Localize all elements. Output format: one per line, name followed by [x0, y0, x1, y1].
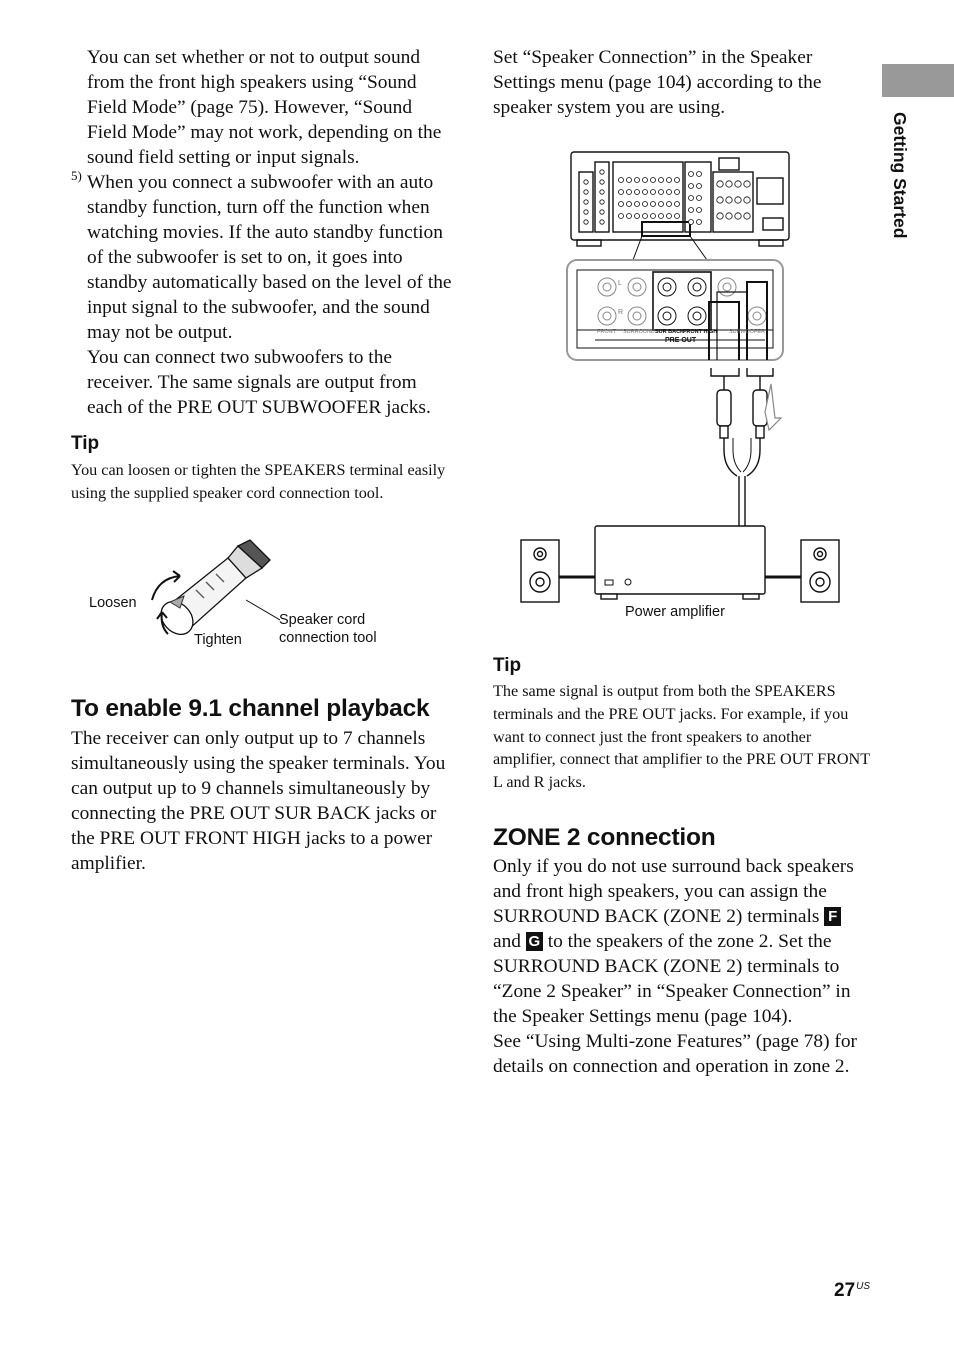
note-paragraph: You can set whether or not to output sound from the front high speakers using “Sound Field Mode” (page 75). However, “Sound Field Mode” may not work, depending on the sound field setting or input signals. — [87, 47, 442, 168]
ch-surround-label: SURROUND — [623, 329, 655, 335]
power-amplifier-label: Power amplifier — [625, 604, 725, 620]
zone2-text-a: Only if you do not use surround back speakers and front high speakers, you can assign the SURROUND BACK (ZONE 2) terminals — [493, 856, 854, 927]
connection-diagram — [515, 150, 845, 630]
tip-text-right: The same signal is output from both the SPEAKERS terminals and the PRE OUT jacks. For example, if you want to connect just the front speakers to another amplifier, connect that amplifier to the PRE OUT FRONT L and R jacks. — [493, 682, 870, 792]
note5-paragraph-2: You can connect two subwoofers to the receiver. The same signals are output from each of the PRE OUT SUBWOOFER jacks. — [87, 347, 431, 418]
tighten-label: Tighten — [194, 632, 242, 648]
preout-label: PRE OUT — [665, 337, 697, 344]
tip-text-left: You can loosen or tighten the SPEAKERS terminal easily using the supplied speaker cord connection tool. — [71, 461, 446, 502]
zone2-text-c: to the speakers of the zone 2. Set the SURROUND BACK (ZONE 2) terminals to “Zone 2 Speaker” in “Speaker Connection” in the Speaker Settings menu (page 104). — [493, 931, 851, 1027]
terminal-letter-f: F — [824, 907, 841, 926]
zone2-text-b: and — [493, 931, 521, 952]
connection-tool-icon — [140, 538, 280, 638]
connection-tool-illustration — [140, 538, 280, 638]
section-tab-marker — [882, 64, 954, 97]
zone2-paragraph-2: See “Using Multi-zone Features” (page 78) for details on connection and operation in zone 2. — [493, 1031, 857, 1077]
tip-heading-left: Tip — [71, 433, 100, 454]
section-heading-9-1: To enable 9.1 channel playback — [71, 695, 430, 722]
section-tab-label: Getting Started — [890, 112, 910, 239]
ch-front-label: FRONT — [597, 329, 616, 335]
page-number-value: 27 — [834, 1280, 856, 1301]
intro-paragraph: Set “Speaker Connection” in the Speaker Settings menu (page 104) according to the speaker system you are using. — [493, 47, 822, 118]
tip-heading-right: Tip — [493, 655, 522, 676]
section-paragraph-9-1: The receiver can only output up to 7 channels simultaneously using the speaker terminals. You can output up to 9 channels simultaneously by connecting the PRE OUT SUR BACK jacks or the PRE OUT FRONT HIGH jacks to a power amplifier. — [71, 728, 446, 874]
page-number-suffix: US — [856, 1281, 871, 1292]
page-number — [834, 1280, 870, 1302]
jack-r-label: R — [618, 309, 624, 316]
zone2-paragraph — [493, 854, 869, 1029]
terminal-letter-g: G — [526, 932, 543, 951]
loosen-label: Loosen — [89, 595, 137, 611]
tool-label-line1: Speaker cord — [279, 612, 366, 628]
tool-label-line2: connection tool — [279, 630, 377, 646]
note5-paragraph: When you connect a subwoofer with an auto standby function, turn off the function when watching movies. If the auto standby function of the subwoofer is set to on, it goes into standby automatically based on the level of the input signal to the subwoofer, and the sound may not be output. — [87, 172, 452, 343]
note-marker: 5) — [71, 168, 82, 183]
ch-fronthigh-label: FRONT HIGH — [683, 329, 718, 335]
zone2-heading: ZONE 2 connection — [493, 824, 716, 851]
ch-sub-label: SUBWOOFER — [729, 329, 766, 335]
jack-l-label: L — [618, 280, 622, 287]
diagram-art — [515, 150, 845, 620]
ch-surback-label: SUR BACK — [655, 329, 685, 335]
